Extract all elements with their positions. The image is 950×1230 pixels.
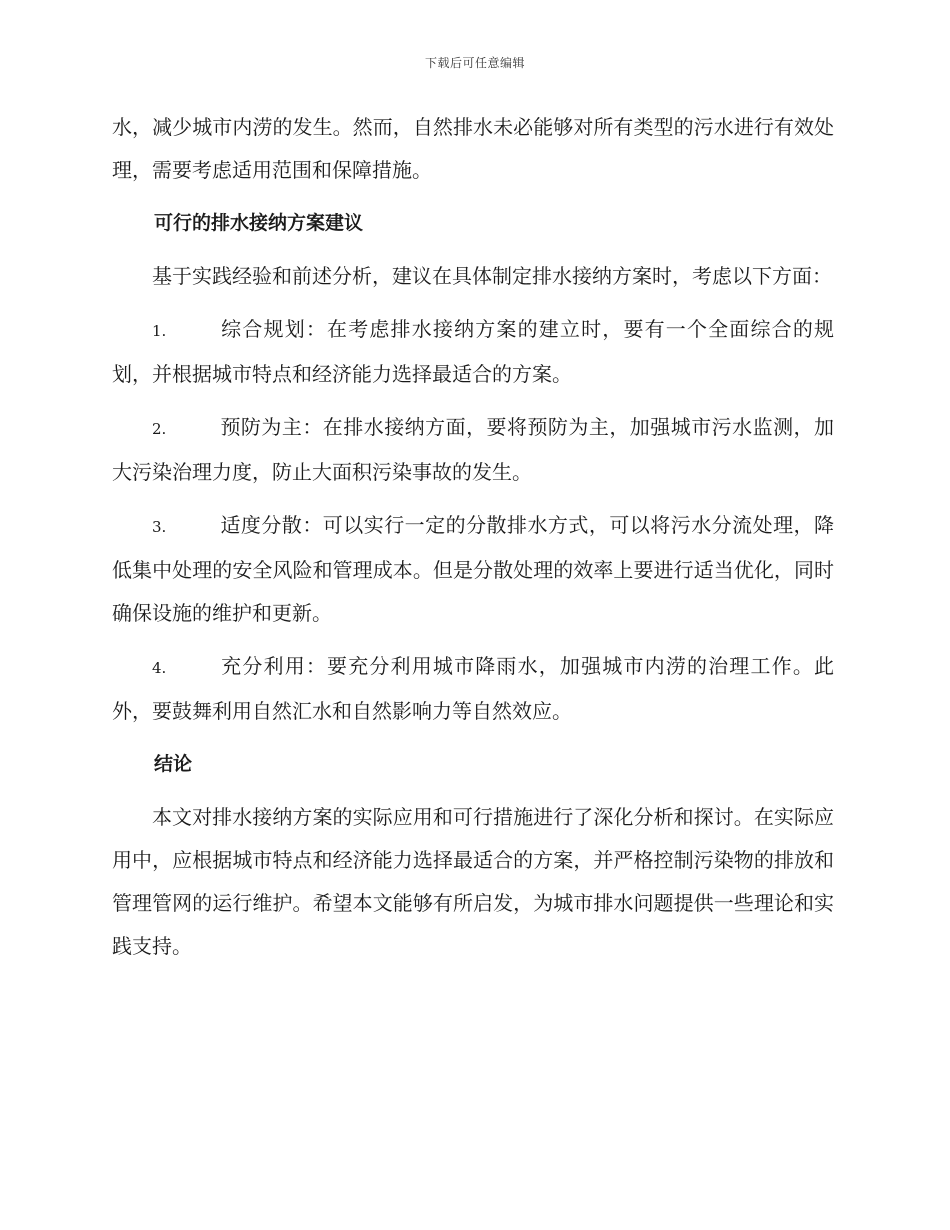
intro-continuation-paragraph: 水，减少城市内涝的发生。然而，自然排水未必能够对所有类型的污水进行有效处理，需要考虑适用范围和保障措施。 <box>112 115 834 182</box>
list-item-number: 3. <box>152 518 167 536</box>
conclusion-paragraph: 本文对排水接纳方案的实际应用和可行措施进行了深化分析和探讨。在实际应用中，应根据城市特点和经济能力选择最适合的方案，并严格控制污染物的排放和管理管网的运行维护。希望本文能够有所启发，为城市排水问题提供一些理论和实践支持。 <box>112 805 834 958</box>
section-heading-conclusion: 结论 <box>154 753 193 775</box>
list-item <box>112 504 834 635</box>
list-item-text: 综合规划：在考虑排水接纳方案的建立时，要有一个全面综合的规划，并根据城市特点和经济能力选择最适合的方案。 <box>112 317 834 386</box>
list-item-text: 适度分散：可以实行一定的分散排水方式，可以将污水分流处理，降低集中处理的安全风险和管理成本。但是分散处理的效率上要进行适当优化，同时确保设施的维护和更新。 <box>112 513 834 625</box>
list-item-number: 4. <box>152 659 167 677</box>
section-heading-proposals: 可行的排水接纳方案建议 <box>154 212 364 234</box>
list-item-number: 1. <box>152 322 167 340</box>
list-item-text: 充分利用：要充分利用城市降雨水，加强城市内涝的治理工作。此外，要鼓舞利用自然汇水和自然影响力等自然效应。 <box>112 654 834 723</box>
list-item-number: 2. <box>152 420 167 438</box>
list-item <box>112 645 834 733</box>
list-item <box>112 406 834 494</box>
list-item <box>112 308 834 396</box>
document-body <box>112 106 834 978</box>
proposals-intro-paragraph: 基于实践经验和前述分析，建议在具体制定排水接纳方案时，考虑以下方面： <box>152 264 832 288</box>
page-header: 下载后可任意编辑 <box>424 56 525 70</box>
list-item-text: 预防为主：在排水接纳方面，要将预防为主，加强城市污水监测，加大污染治理力度，防止大面积污染事故的发生。 <box>112 415 834 484</box>
